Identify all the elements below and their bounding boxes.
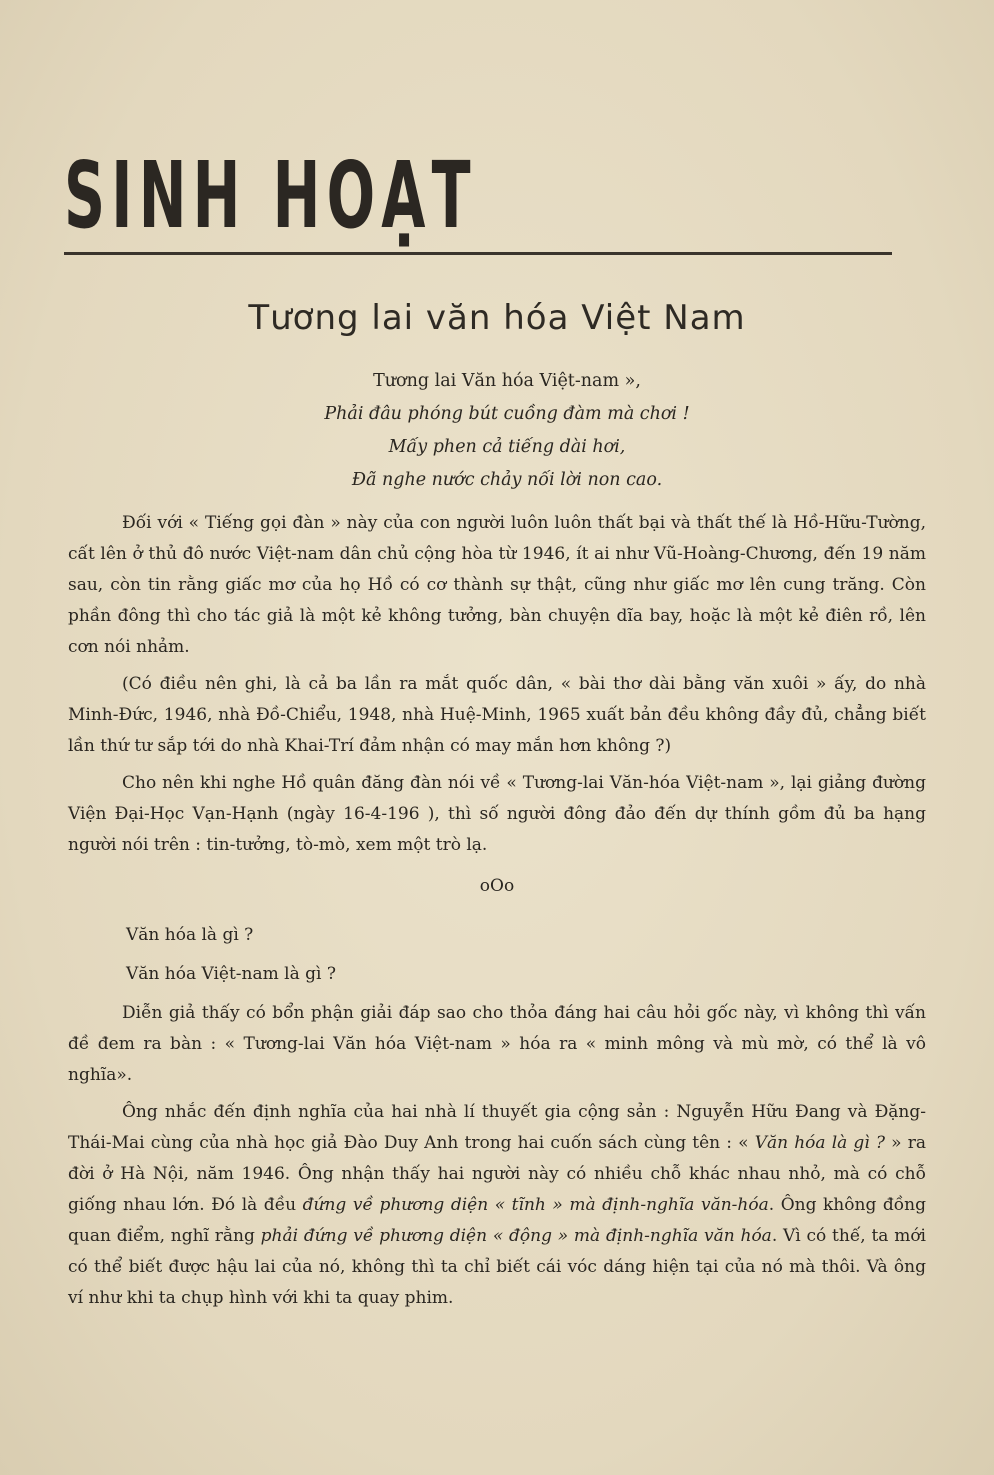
paragraph: Diễn giả thấy có bổn phận giải đáp sao cho thỏa đáng hai câu hỏi gốc này, vì không thì vấn đề đem ra bàn : « Tương-lai Văn hóa Việt-nam » hóa ra « minh mông và mù mờ, có thể là vô nghĩa». xyxy=(68,1003,926,1085)
article-title: Tương lai văn hóa Việt Nam xyxy=(248,298,746,338)
paragraph: Đối với « Tiếng gọi đàn » này của con người luôn luôn thất bại và thất thế là Hồ-Hữu-Tường, cất lên ở thủ đô nước Việt-nam dân chủ cộng hòa từ 1946, ít ai như Vũ-Hoàng-Chương, đến 19 năm sau, còn tin rằng giấc mơ của họ Hồ có cơ thành sự thật, cũng như giấc mơ lên cung trăng. Còn phần đông thì cho tác giả là một kẻ không tưởng, bàn chuyện dĩa bay, hoặc là một kẻ điên rồ, lên cơn nói nhảm. xyxy=(68,513,926,657)
paragraph-text: » ra đời ở Hà Nội, năm 1946. Ông nhận thấy hai người này có nhiều chỗ khác nhau nhỏ, mà có chỗ giống nhau lớn. Đó là đều xyxy=(68,1133,926,1215)
paragraph: (Có điều nên ghi, là cả ba lần ra mắt quốc dân, « bài thơ dài bằng văn xuôi » ấy, do nhà Minh-Đức, 1946, nhà Đồ-Chiểu, 1948, nhà Huệ-Minh, 1965 xuất bản đều không đầy đủ, chẳng biết lần thứ tư sắp tới do nhà Khai-Trí đảm nhận có may mắn hơn không ?) xyxy=(68,674,926,756)
paragraph-text: . Ông không đồng quan điểm, nghĩ rằng xyxy=(68,1195,926,1246)
paragraph-text: . Vì có thế, ta mới có thể biết được hậu lai của nó, không thì ta chỉ biết cái vóc dáng hiện tại của nó mà thôi. Và ông ví như khi ta chụp hình với khi ta quay phim. xyxy=(68,1226,926,1308)
paragraph xyxy=(68,1097,926,1314)
section-separator: oOo xyxy=(479,876,515,896)
section-title: SINH HOẠT xyxy=(64,142,477,249)
poem-line: Tương lai Văn hóa Việt-nam », xyxy=(373,371,641,391)
italic-text: đứng về phương diện « tĩnh » mà định-nghĩa văn-hóa xyxy=(302,1195,769,1215)
italic-text: Văn hóa là gì ? xyxy=(754,1133,886,1153)
question: Văn hóa là gì ? xyxy=(126,925,254,945)
poem-line: Mấy phen cả tiếng dài hơi, xyxy=(388,437,626,457)
poem-line: Đã nghe nước chảy nối lời non cao. xyxy=(351,470,663,490)
article-body xyxy=(68,508,926,1320)
question: Văn hóa Việt-nam là gì ? xyxy=(126,964,336,984)
italic-text: phải đứng về phương diện « động » mà định-nghĩa văn hóa xyxy=(260,1226,772,1246)
poem xyxy=(0,365,994,497)
title-rule xyxy=(64,252,892,255)
poem-line: Phải đâu phóng bút cuồng đàm mà chơi ! xyxy=(324,404,690,424)
paragraph-text: Ông nhắc đến định nghĩa của hai nhà lí thuyết gia cộng sản : Nguyễn Hữu Đang và Đặng-Thái-Mai cùng của nhà học giả Đào Duy Anh trong hai cuốn sách cùng tên : « xyxy=(68,1102,926,1153)
paragraph: Cho nên khi nghe Hồ quân đăng đàn nói về « Tương-lai Văn-hóa Việt-nam », lại giảng đường Viện Đại-Học Vạn-Hạnh (ngày 16-4-196 ), thì số người đông đảo đến dự thính gồm đủ ba hạng người nói trên : tin-tưởng, tò-mò, xem một trò lạ. xyxy=(68,773,926,855)
